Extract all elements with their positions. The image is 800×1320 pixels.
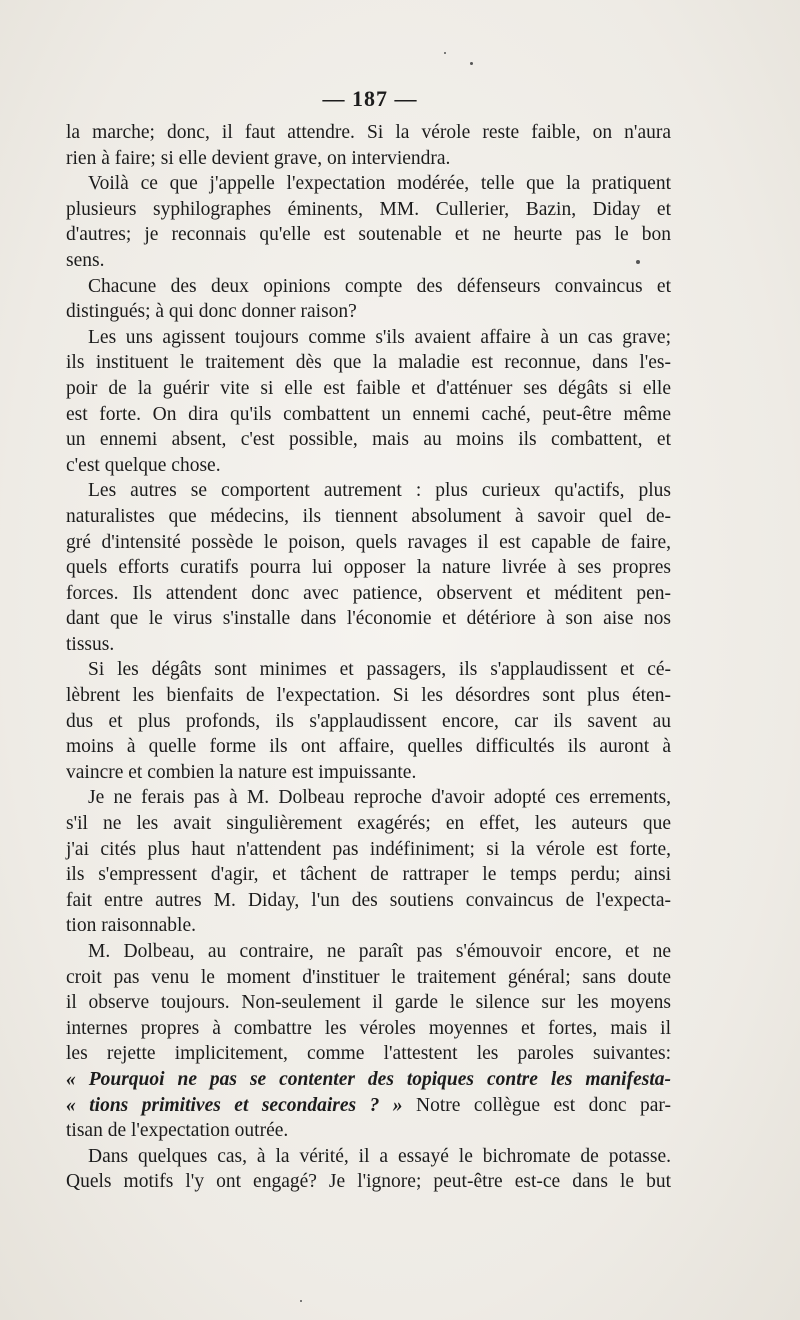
text-line: Voilà ce que j'appelle l'expectation modérée, telle que la pratiquent — [88, 173, 671, 195]
text-line: c'est quelque chose. — [66, 454, 221, 476]
text-line: plusieurs syphilographes éminents, MM. Cullerier, Bazin, Diday et — [66, 198, 671, 220]
text-line: internes propres à combattre les véroles moyennes et fortes, mais il — [66, 1017, 671, 1039]
text-line: Je ne ferais pas à M. Dolbeau reproche d'avoir adopté ces errements, — [88, 787, 671, 809]
text-line: tion raisonnable. — [66, 915, 196, 937]
text-line: gré d'intensité possède le poison, quels ravages il est capable de faire, — [66, 531, 671, 553]
text-line: est forte. On dira qu'ils combattent un ennemi caché, peut-être même — [66, 403, 671, 425]
roman-text: Notre collègue est donc par- — [402, 1094, 671, 1116]
text-line: un ennemi absent, c'est possible, mais au moins ils combattent, et — [66, 429, 671, 451]
scan-speck — [470, 62, 473, 65]
scan-speck — [444, 52, 446, 54]
text-line: vaincre et combien la nature est impuissante. — [66, 761, 417, 783]
text-line: Quels motifs l'y ont engagé? Je l'ignore; peut-être est-ce dans le but — [66, 1171, 671, 1193]
text-line — [66, 1093, 671, 1119]
text-line: il observe toujours. Non-seulement il garde le silence sur les moyens — [66, 992, 671, 1014]
text-line: Dans quelques cas, à la vérité, il a essayé le bichromate de potasse. — [88, 1145, 671, 1167]
text-line: d'autres; je reconnais qu'elle est soutenable et ne heurte pas le bon — [66, 224, 671, 246]
text-line: ils instituent le traitement dès que la maladie est reconnue, dans l'es- — [66, 352, 671, 374]
text-line: rien à faire; si elle devient grave, on interviendra. — [66, 147, 451, 169]
text-line: forces. Ils attendent donc avec patience, observent et méditent pen- — [66, 582, 671, 604]
text-line: fait entre autres M. Diday, l'un des soutiens convaincus de l'expecta- — [66, 889, 671, 911]
text-line: naturalistes que médecins, ils tiennent absolument à savoir quel de- — [66, 505, 671, 527]
text-line: la marche; donc, il faut attendre. Si la vérole reste faible, on n'aura — [66, 122, 671, 143]
text-line: poir de la guérir vite si elle est faible et d'atténuer ses dégâts si elle — [66, 377, 671, 399]
text-line: s'il ne les avait singulièrement exagérés; en effet, les auteurs que — [66, 813, 671, 835]
body-text — [66, 120, 671, 1195]
text-line: tisan de l'expectation outrée. — [66, 1120, 289, 1142]
text-line: quels efforts curatifs pourra lui opposer la nature livrée à ses propres — [66, 557, 671, 579]
text-line: ils s'empressent d'agir, et tâchent de rattraper le temps perdu; ainsi — [66, 864, 671, 886]
text-line: « Pourquoi ne pas se contenter des topiques contre les manifesta- — [66, 1068, 671, 1090]
text-line: distingués; à qui donc donner raison? — [66, 301, 357, 323]
quoted-italic-text: « tions primitives et secondaires ? » — [66, 1094, 403, 1116]
text-line: sens. — [66, 249, 105, 271]
text-line: Les uns agissent toujours comme s'ils avaient affaire à un cas grave; — [88, 326, 671, 348]
text-line: Chacune des deux opinions compte des défenseurs convaincus et — [88, 275, 671, 297]
text-line: M. Dolbeau, au contraire, ne paraît pas s'émouvoir encore, et ne — [88, 941, 671, 962]
text-line: Si les dégâts sont minimes et passagers, ils s'applaudissent et cé- — [88, 659, 671, 681]
page-number: — 187 — — [322, 86, 418, 111]
text-line: moins à quelle forme ils ont affaire, quelles difficultés ils auront à — [66, 736, 671, 758]
text-line: j'ai cités plus haut n'attendent pas indéfiniment; si la vérole est forte, — [66, 838, 671, 860]
scan-speck — [636, 260, 640, 264]
text-line: dant que le virus s'installe dans l'économie et détériore à son aise nos — [66, 608, 671, 630]
text-line: les rejette implicitement, comme l'attestent les paroles suivantes: — [66, 1043, 671, 1065]
text-line: lèbrent les bienfaits de l'expectation. Si les désordres sont plus éten- — [66, 685, 671, 707]
scan-speck — [300, 1300, 302, 1302]
text-line: tissus. — [66, 633, 115, 655]
text-line: Les autres se comportent autrement : plus curieux qu'actifs, plus — [88, 480, 671, 502]
text-line: croit pas venu le moment d'instituer le traitement général; sans doute — [66, 966, 671, 988]
text-line: dus et plus profonds, ils s'applaudissent encore, car ils savent au — [66, 710, 671, 732]
